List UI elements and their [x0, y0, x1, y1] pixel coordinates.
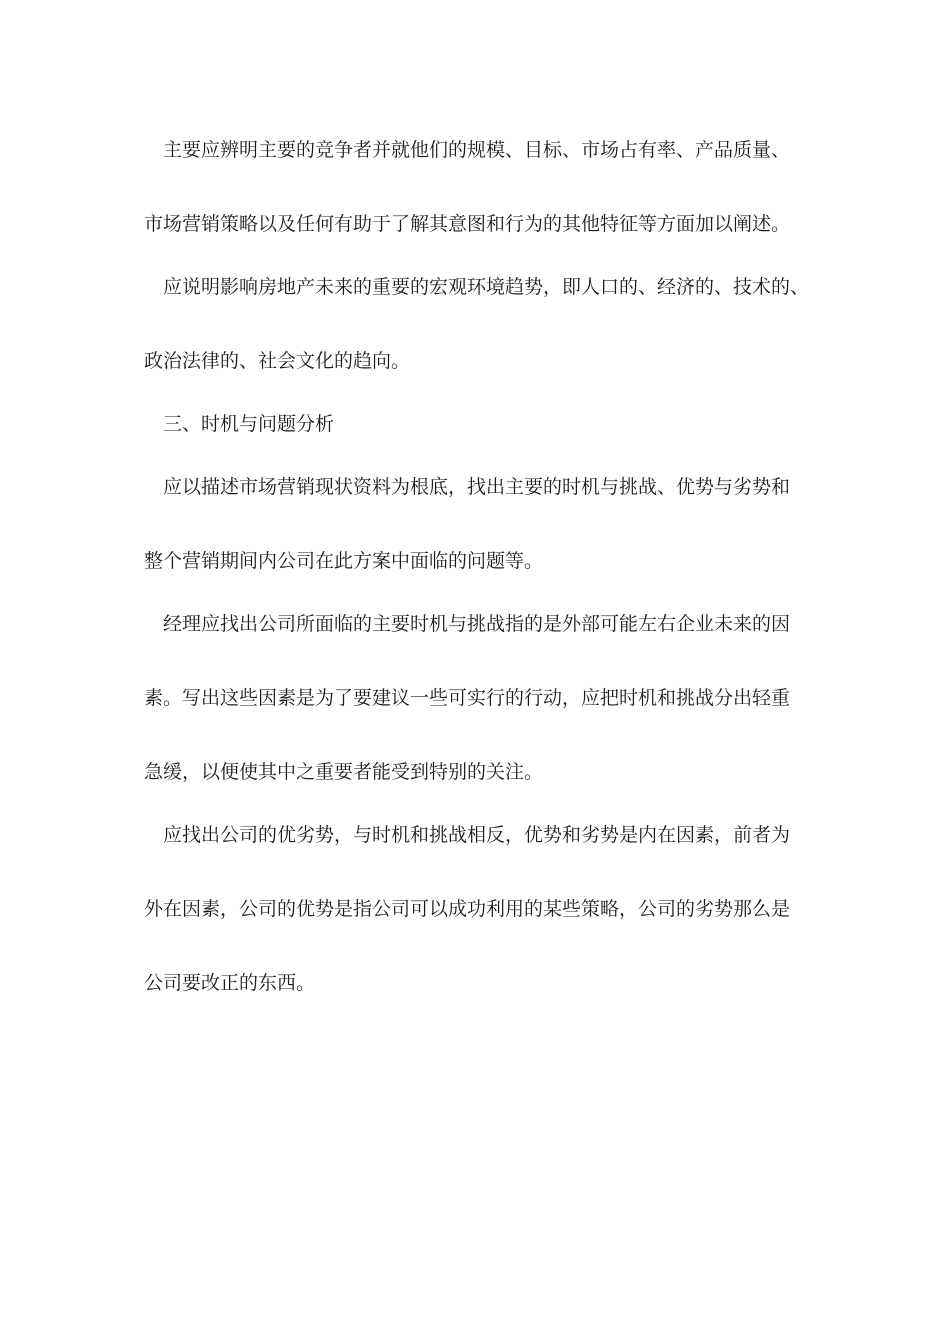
- section-heading: 三、时机与问题分析: [163, 413, 335, 435]
- paragraph-strengths-line-1: 应找出公司的优劣势，与时机和挑战相反，优势和劣势是内在因素，前者为: [163, 824, 791, 846]
- paragraph-strengths-line-2: 外在因素，公司的优势是指公司可以成功利用的某些策略，公司的劣势那么是: [144, 898, 791, 920]
- paragraph-opportunities-line-3: 急缓，以便使其中之重要者能受到特别的关注。: [144, 761, 544, 783]
- paragraph-macro-environment-line-1: 应说明影响房地产未来的重要的宏观环境趋势，即人口的、经济的、技术的、: [163, 276, 810, 298]
- paragraph-opportunities-line-2: 素。写出这些因素是为了要建议一些可实行的行动，应把时机和挑战分出轻重: [144, 687, 791, 709]
- paragraph-strengths-line-3: 公司要改正的东西。: [144, 972, 316, 994]
- paragraph-opportunities-line-1: 经理应找出公司所面临的主要时机与挑战指的是外部可能左右企业未来的因: [163, 613, 791, 635]
- paragraph-analysis-basis-line-2: 整个营销期间内公司在此方案中面临的问题等。: [144, 550, 544, 572]
- paragraph-competitors-line-1: 主要应辨明主要的竞争者并就他们的规模、目标、市场占有率、产品质量、: [163, 139, 791, 161]
- paragraph-analysis-basis-line-1: 应以描述市场营销现状资料为根底，找出主要的时机与挑战、优势与劣势和: [163, 476, 791, 498]
- paragraph-competitors-line-2: 市场营销策略以及任何有助于了解其意图和行为的其他特征等方面加以阐述。: [144, 213, 791, 235]
- paragraph-macro-environment-line-2: 政治法律的、社会文化的趋向。: [144, 350, 411, 372]
